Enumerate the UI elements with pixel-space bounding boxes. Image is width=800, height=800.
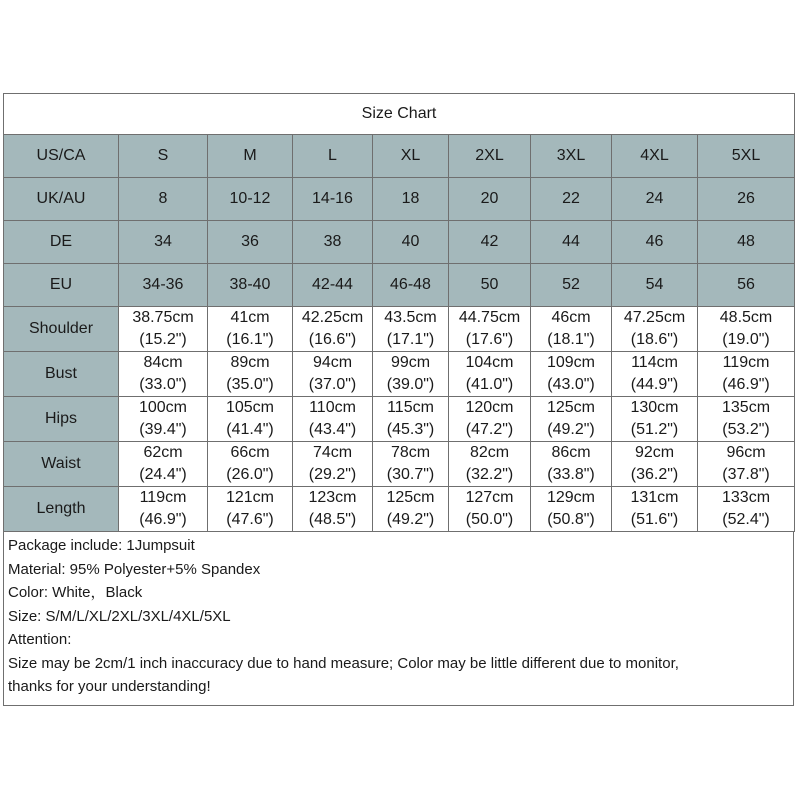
- cm-value: 89cm: [230, 354, 270, 371]
- inch-value: (18.6"): [630, 331, 679, 348]
- measure-cell: [449, 397, 531, 442]
- size-table-body: [4, 94, 795, 532]
- cm-value: 99cm: [390, 354, 431, 371]
- size-cell: S: [119, 135, 208, 178]
- size-cell: 14-16: [293, 178, 373, 221]
- measure-cell: [612, 307, 698, 352]
- inch-value: (17.1"): [386, 331, 435, 348]
- size-cell: 52: [531, 264, 612, 307]
- measure-cell: [373, 487, 449, 532]
- size-cell: 4XL: [612, 135, 698, 178]
- inch-value: (47.2"): [465, 421, 514, 438]
- inch-value: (26.0"): [226, 466, 274, 483]
- measure-row-waist: [4, 442, 795, 487]
- cm-value: 120cm: [465, 399, 514, 416]
- inch-value: (49.2"): [386, 511, 435, 528]
- note-line: thanks for your understanding!: [8, 678, 211, 695]
- measure-cell: [612, 352, 698, 397]
- inch-value: (39.4"): [139, 421, 187, 438]
- size-cell: 34: [119, 221, 208, 264]
- measure-cell: [531, 442, 612, 487]
- cm-value: 48.5cm: [719, 309, 773, 326]
- measure-row-bust: [4, 352, 795, 397]
- measure-cell: [698, 307, 795, 352]
- cm-value: 44.75cm: [458, 309, 521, 326]
- inch-value: (32.2"): [465, 466, 514, 483]
- note-line: Package include: 1Jumpsuit: [8, 537, 195, 554]
- cm-value: 114cm: [631, 354, 678, 371]
- inch-value: (44.9"): [630, 376, 679, 393]
- measure-row-shoulder: [4, 307, 795, 352]
- inch-value: (37.8"): [722, 466, 770, 483]
- inch-value: (43.4"): [308, 421, 357, 438]
- cm-value: 130cm: [630, 399, 679, 416]
- measure-cell: [208, 397, 293, 442]
- size-cell: XL: [373, 135, 449, 178]
- cm-value: 47.25cm: [623, 309, 686, 326]
- cm-value: 94cm: [312, 354, 353, 371]
- size-cell: 46-48: [373, 264, 449, 307]
- size-cell: 42-44: [293, 264, 373, 307]
- size-cell: 5XL: [698, 135, 795, 178]
- cm-value: 96cm: [726, 444, 766, 461]
- cm-value: 121cm: [225, 489, 275, 506]
- size-cell: 26: [698, 178, 795, 221]
- note-line: Color: White，Black: [8, 584, 143, 601]
- cm-value: 38.75cm: [132, 309, 194, 326]
- inch-value: (43.0"): [547, 376, 595, 393]
- measure-cell: [698, 397, 795, 442]
- row-label: UK/AU: [4, 178, 119, 221]
- measure-cell: [531, 307, 612, 352]
- row-label: Bust: [4, 352, 119, 397]
- inch-value: (46.9"): [139, 511, 187, 528]
- row-label: DE: [4, 221, 119, 264]
- cm-value: 104cm: [465, 354, 514, 371]
- cm-value: 82cm: [469, 444, 510, 461]
- size-cell: 54: [612, 264, 698, 307]
- size-row-us-ca: [4, 135, 795, 178]
- size-cell: 36: [208, 221, 293, 264]
- inch-value: (51.2"): [630, 421, 679, 438]
- cm-value: 133cm: [722, 489, 771, 506]
- measure-cell: [208, 307, 293, 352]
- cm-value: 43.5cm: [384, 309, 437, 326]
- inch-value: (41.0"): [465, 376, 514, 393]
- size-cell: 22: [531, 178, 612, 221]
- inch-value: (53.2"): [722, 421, 770, 438]
- size-cell: 44: [531, 221, 612, 264]
- cm-value: 100cm: [138, 399, 188, 416]
- size-row-eu: [4, 264, 795, 307]
- cm-value: 127cm: [465, 489, 514, 506]
- measure-cell: [698, 352, 795, 397]
- measure-cell: [119, 307, 208, 352]
- row-label: EU: [4, 264, 119, 307]
- measure-cell: [119, 352, 208, 397]
- inch-value: (33.8"): [547, 466, 595, 483]
- size-cell: 10-12: [208, 178, 293, 221]
- cm-value: 78cm: [390, 444, 431, 461]
- measure-cell: [698, 442, 795, 487]
- note-line: Attention:: [8, 631, 72, 648]
- measure-cell: [373, 307, 449, 352]
- measure-cell: [531, 487, 612, 532]
- inch-value: (33.0"): [139, 376, 187, 393]
- measure-cell: [293, 307, 373, 352]
- measure-cell: [293, 397, 373, 442]
- inch-value: (50.8"): [547, 511, 595, 528]
- measure-cell: [119, 442, 208, 487]
- row-label: Shoulder: [4, 307, 119, 352]
- size-cell: 8: [119, 178, 208, 221]
- inch-value: (51.6"): [630, 511, 679, 528]
- measure-cell: [208, 352, 293, 397]
- cm-value: 74cm: [312, 444, 353, 461]
- size-cell: 40: [373, 221, 449, 264]
- size-cell: 34-36: [119, 264, 208, 307]
- cm-value: 92cm: [634, 444, 675, 461]
- cm-value: 131cm: [630, 489, 679, 506]
- measure-cell: [208, 442, 293, 487]
- inch-value: (41.4"): [226, 421, 274, 438]
- inch-value: (47.6"): [226, 511, 274, 528]
- cm-value: 123cm: [308, 489, 357, 506]
- cm-value: 125cm: [546, 399, 596, 416]
- cm-value: 46cm: [551, 309, 591, 326]
- size-row-de: [4, 221, 795, 264]
- size-cell: 38: [293, 221, 373, 264]
- size-cell: 46: [612, 221, 698, 264]
- inch-value: (52.4"): [722, 511, 770, 528]
- size-cell: M: [208, 135, 293, 178]
- size-cell: 24: [612, 178, 698, 221]
- cm-value: 84cm: [143, 354, 183, 371]
- note-line: Size: S/M/L/XL/2XL/3XL/4XL/5XL: [8, 607, 231, 625]
- row-label: Waist: [4, 442, 119, 487]
- size-cell: 38-40: [208, 264, 293, 307]
- cm-value: 62cm: [143, 444, 183, 461]
- inch-value: (48.5"): [308, 511, 357, 528]
- size-cell: 2XL: [449, 135, 531, 178]
- inch-value: (36.2"): [630, 466, 679, 483]
- size-cell: 42: [449, 221, 531, 264]
- size-cell: 18: [373, 178, 449, 221]
- measure-cell: [293, 352, 373, 397]
- inch-value: (39.0"): [386, 376, 435, 393]
- measure-cell: [449, 442, 531, 487]
- inch-value: (46.9"): [722, 376, 770, 393]
- row-label: Hips: [4, 397, 119, 442]
- inch-value: (18.1"): [547, 331, 595, 348]
- inch-value: (15.2"): [139, 331, 187, 348]
- size-cell: L: [293, 135, 373, 178]
- notes-section: [3, 532, 794, 706]
- inch-value: (50.0"): [465, 511, 514, 528]
- cm-value: 129cm: [546, 489, 596, 506]
- size-row-uk-au: [4, 178, 795, 221]
- size-chart: [3, 93, 794, 716]
- measure-cell: [449, 352, 531, 397]
- measure-cell: [449, 307, 531, 352]
- measure-cell: [698, 487, 795, 532]
- measure-cell: [119, 487, 208, 532]
- measure-cell: [531, 352, 612, 397]
- chart-title: Size Chart: [4, 94, 795, 135]
- cm-value: 110cm: [309, 399, 356, 416]
- row-label: Length: [4, 487, 119, 532]
- measure-cell: [449, 487, 531, 532]
- cm-value: 86cm: [551, 444, 591, 461]
- cm-value: 66cm: [230, 444, 270, 461]
- inch-value: (24.4"): [139, 466, 187, 483]
- measure-cell: [373, 397, 449, 442]
- inch-value: (17.6"): [465, 331, 514, 348]
- note-line: Material: 95% Polyester+5% Spandex: [8, 560, 261, 578]
- cm-value: 42.25cm: [301, 309, 364, 326]
- cm-value: 109cm: [546, 354, 596, 371]
- inch-value: (29.2"): [308, 466, 357, 483]
- measure-cell: [293, 442, 373, 487]
- size-cell: 48: [698, 221, 795, 264]
- measure-cell: [373, 352, 449, 397]
- measure-cell: [293, 487, 373, 532]
- inch-value: (30.7"): [386, 466, 435, 483]
- measure-cell: [119, 397, 208, 442]
- cm-value: 119cm: [722, 354, 770, 371]
- cm-value: 119cm: [139, 489, 187, 506]
- cm-value: 41cm: [230, 309, 270, 326]
- size-cell: 3XL: [531, 135, 612, 178]
- row-label: US/CA: [4, 135, 119, 178]
- measure-cell: [612, 397, 698, 442]
- size-cell: 56: [698, 264, 795, 307]
- inch-value: (16.1"): [226, 331, 274, 348]
- inch-value: (37.0"): [308, 376, 357, 393]
- measure-row-hips: [4, 397, 795, 442]
- inch-value: (16.6"): [308, 331, 357, 348]
- measure-row-length: [4, 487, 795, 532]
- cm-value: 135cm: [722, 399, 771, 416]
- inch-value: (49.2"): [547, 421, 595, 438]
- inch-value: (19.0"): [722, 331, 770, 348]
- cm-value: 115cm: [387, 399, 434, 416]
- measure-cell: [373, 442, 449, 487]
- note-line: Size may be 2cm/1 inch inaccuracy due to hand measure; Color may be little different due to monitor,: [8, 654, 679, 672]
- size-cell: 50: [449, 264, 531, 307]
- size-cell: 20: [449, 178, 531, 221]
- cm-value: 125cm: [386, 489, 435, 506]
- measure-cell: [208, 487, 293, 532]
- measure-cell: [531, 397, 612, 442]
- inch-value: (35.0"): [226, 376, 274, 393]
- inch-value: (45.3"): [386, 421, 435, 438]
- cm-value: 105cm: [225, 399, 275, 416]
- size-table: [3, 93, 795, 532]
- measure-cell: [612, 442, 698, 487]
- measure-cell: [612, 487, 698, 532]
